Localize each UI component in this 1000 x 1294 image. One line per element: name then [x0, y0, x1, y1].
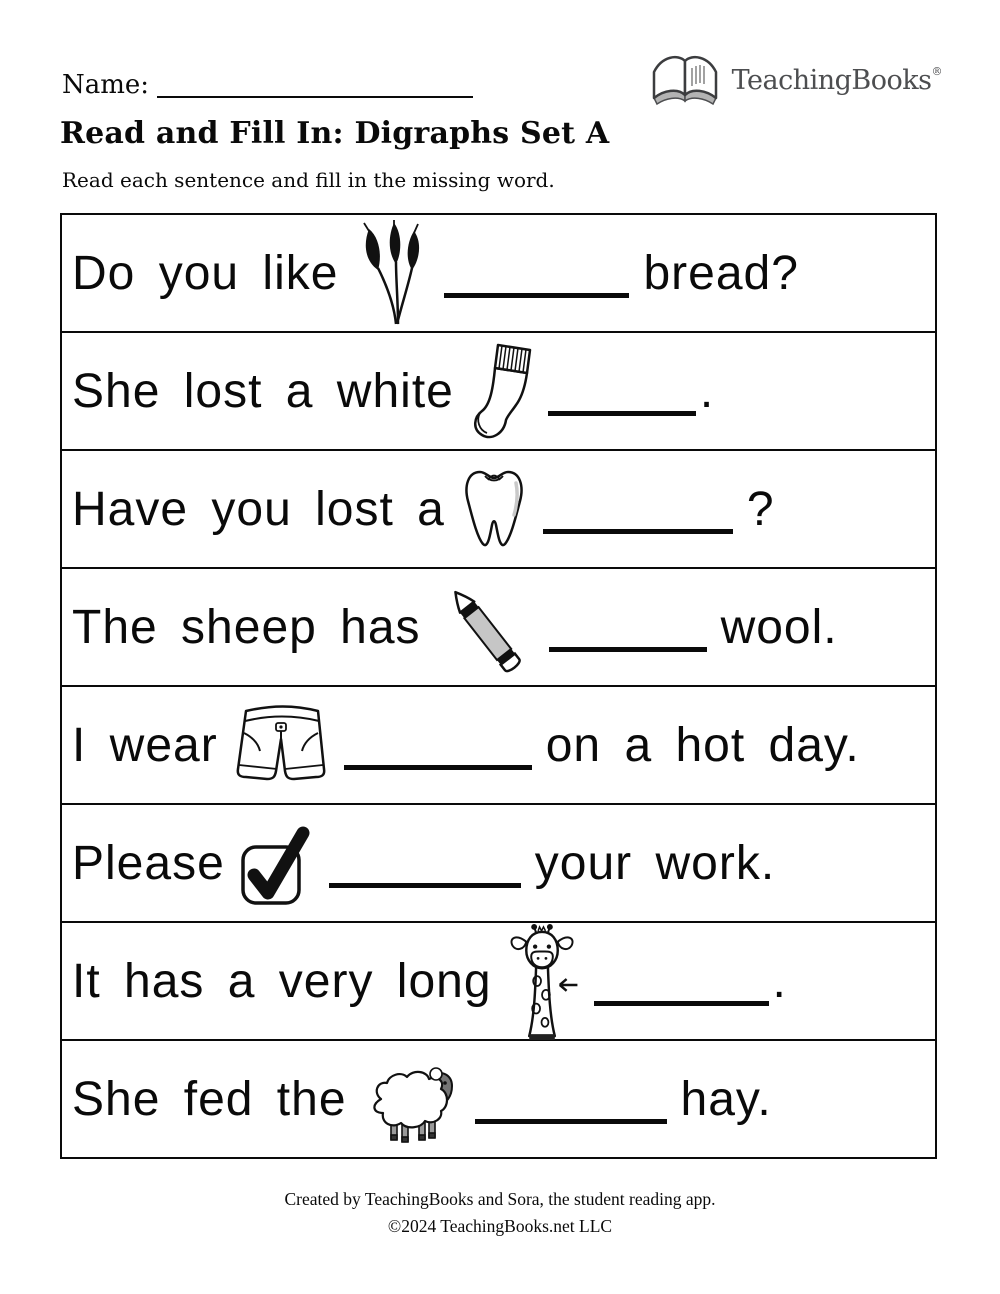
crayon-icon: [435, 575, 535, 685]
open-book-icon: [646, 48, 724, 112]
registered-mark: ®: [931, 64, 942, 78]
sentence-post: on a hot day.: [545, 718, 860, 772]
name-label: Name:: [62, 70, 150, 100]
logo-text: TeachingBooks®: [731, 64, 942, 96]
sentence-table: [60, 213, 937, 1159]
answer-blank[interactable]: [549, 647, 707, 652]
sentence-pre: Do you like: [72, 246, 339, 300]
checkbox-check-icon: [239, 823, 315, 907]
answer-blank[interactable]: [444, 293, 629, 298]
sentence-row: [62, 687, 935, 805]
footer-copyright: ©2024 TeachingBooks.net LLC: [387, 1216, 613, 1237]
sentence-post: hay.: [680, 1072, 772, 1126]
sentence-pre: I wear: [72, 718, 218, 772]
answer-blank[interactable]: [548, 411, 696, 416]
wheat-icon: [352, 220, 430, 326]
sentence-post: ?: [746, 482, 775, 536]
sentence-row: [62, 333, 935, 451]
sentence-post: wool.: [720, 600, 838, 654]
sentence-row: [62, 1041, 935, 1157]
sentence-post: your work.: [534, 836, 776, 890]
page-title: Read and Fill In: Digraphs Set A: [60, 116, 610, 151]
footer: [0, 1186, 1000, 1240]
answer-blank[interactable]: [543, 529, 733, 534]
shorts-icon: [232, 703, 330, 787]
name-field-line[interactable]: [157, 70, 473, 98]
sentence-pre: She fed the: [72, 1072, 347, 1126]
giraffe-icon: [506, 924, 580, 1042]
tooth-icon: [459, 463, 529, 555]
sock-icon: [468, 341, 534, 441]
sentence-row: [62, 569, 935, 687]
sentence-row: [62, 215, 935, 333]
sentence-pre: It has a very long: [72, 954, 492, 1008]
name-row: [62, 70, 473, 100]
sentence-pre: Please: [72, 836, 225, 890]
sentence-post: .: [772, 954, 787, 1008]
answer-blank[interactable]: [329, 883, 521, 888]
sentence-post: bread?: [643, 246, 799, 300]
answer-blank[interactable]: [475, 1119, 667, 1124]
sentence-row: [62, 805, 935, 923]
teachingbooks-logo: [646, 48, 942, 112]
sentence-row: [62, 451, 935, 569]
sentence-pre: Have you lost a: [72, 482, 445, 536]
sheep-icon: [361, 1065, 461, 1145]
sentence-post: .: [699, 364, 715, 418]
sentence-pre: The sheep has: [72, 600, 421, 654]
sentence-row: [62, 923, 935, 1041]
instructions: Read each sentence and fill in the missing word.: [62, 168, 555, 192]
answer-blank[interactable]: [344, 765, 532, 770]
footer-credit: Created by TeachingBooks and Sora, the student reading app.: [284, 1189, 716, 1209]
answer-blank[interactable]: [594, 1001, 769, 1006]
sentence-pre: She lost a white: [72, 364, 454, 418]
